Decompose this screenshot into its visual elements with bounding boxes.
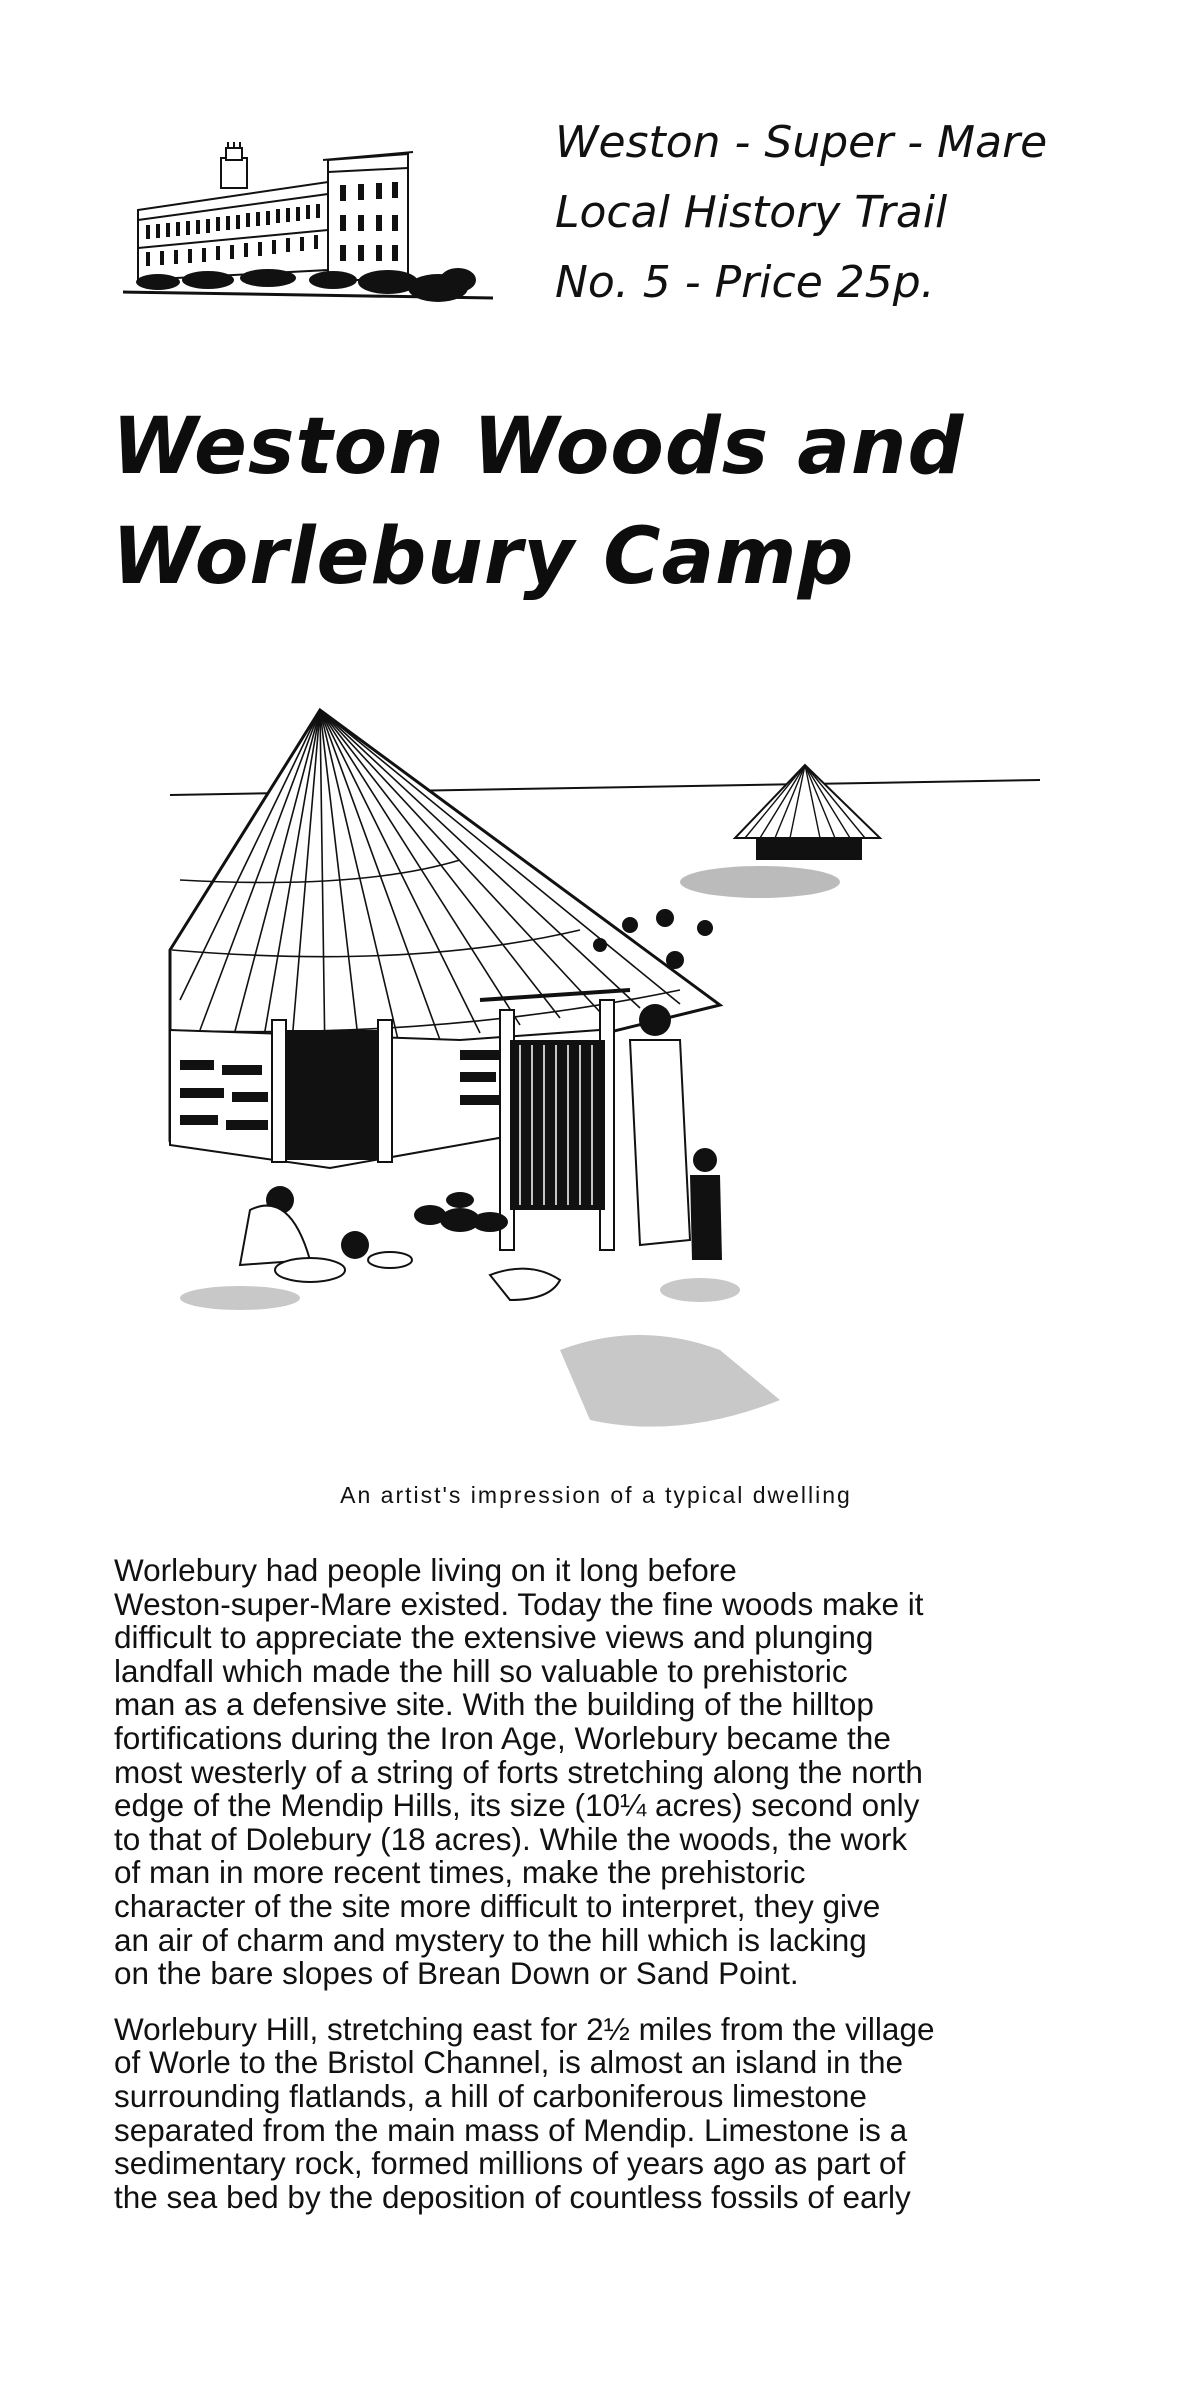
series-line: Weston - Super - Mare <box>555 117 1048 168</box>
text-line: to that of Dolebury (18 acres). While the woods, the work <box>114 1820 908 1857</box>
text-line: edge of the Mendip Hills, its size (10¼ acres) second only <box>114 1787 920 1824</box>
title-line: Worlebury Camp <box>112 512 855 602</box>
trail-series-heading <box>555 108 1115 318</box>
article-body <box>114 1554 1114 2236</box>
text-line: separated from the main mass of Mendip. Limestone is a <box>114 2111 908 2148</box>
paragraph <box>114 1554 1114 1991</box>
text-line: Worlebury had people living on it long before <box>114 1552 737 1588</box>
text-line: an air of charm and mystery to the hill which is lacking <box>114 1921 867 1958</box>
text-line: surrounding flatlands, a hill of carboniferous limestone <box>114 2077 867 2114</box>
dwelling-illustration <box>160 700 1050 1460</box>
text-line: fortifications during the Iron Age, Worlebury became the <box>114 1719 891 1756</box>
series-line: No. 5 - Price 25p. <box>555 257 935 308</box>
building-illustration <box>118 130 498 310</box>
text-line: most westerly of a string of forts stretching along the north <box>114 1753 923 1790</box>
series-line: Local History Trail <box>555 187 948 238</box>
paragraph <box>114 2010 1114 2215</box>
text-line: the sea bed by the deposition of countless fossils of early <box>114 2178 911 2215</box>
text-line: of Worle to the Bristol Channel, is almost an island in the <box>114 2044 904 2081</box>
text-line: difficult to appreciate the extensive views and plunging <box>114 1619 874 1656</box>
text-line: character of the site more difficult to interpret, they give <box>114 1887 881 1924</box>
page-title <box>112 392 1112 612</box>
text-line: man as a defensive site. With the building of the hilltop <box>114 1686 874 1723</box>
text-line: on the bare slopes of Brean Down or Sand Point. <box>114 1955 799 1992</box>
text-line: sedimentary rock, formed millions of years ago as part of <box>114 2145 906 2182</box>
text-line: Worlebury Hill, stretching east for 2½ miles from the village <box>114 2010 935 2047</box>
text-line: Weston-super-Mare existed. Today the fine woods make it <box>114 1585 924 1622</box>
title-line: Weston Woods and <box>112 402 965 492</box>
text-line: landfall which made the hill so valuable to prehistoric <box>114 1652 848 1689</box>
text-line: of man in more recent times, make the prehistoric <box>114 1854 806 1891</box>
illustration-caption: An artist's impression of a typical dwelling <box>340 1482 852 1508</box>
